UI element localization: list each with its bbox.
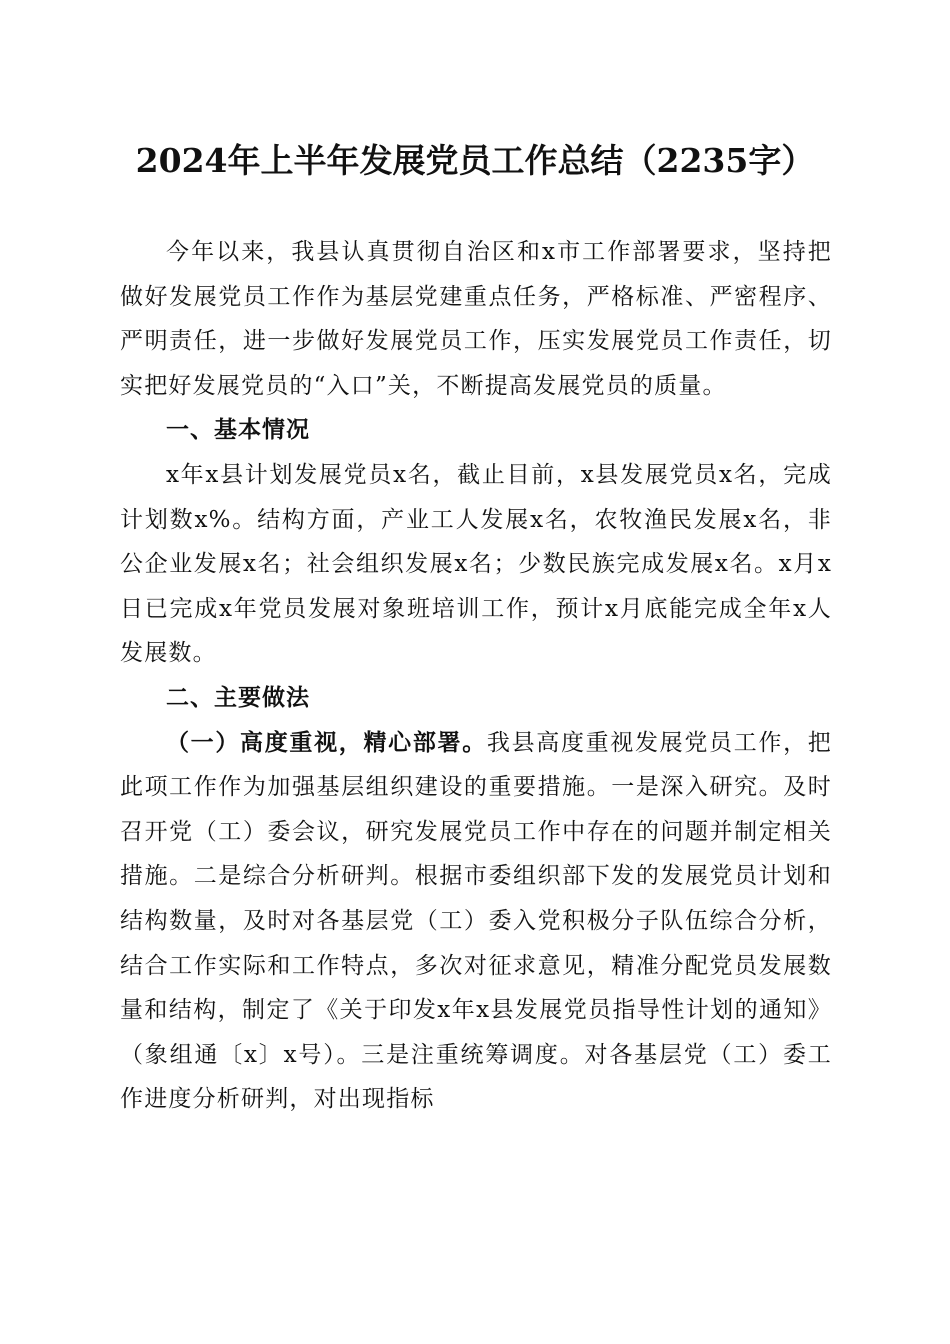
intro-paragraph: 今年以来，我县认真贯彻自治区和x市工作部署要求，坚持把做好发展党员工作作为基层党建重点任务，严格标准、严密程序、严明责任，进一步做好发展党员工作，压实发展党员工作责任，切实把好发展党员的“入口”关，不断提高发展党员的质量。 [120, 239, 832, 399]
section-heading-main-practices: 二、主要做法 [166, 684, 310, 711]
subsection-text-1: 我县高度重视发展党员工作，把此项工作作为加强基层组织建设的重要措施。一是深入研究。及时召开党（工）委会议，研究发展党员工作中存在的问题并制定相关措施。二是综合分析研判。根据市委组织部下发的发展党员计划和结构数量，及时对各基层党（工）委入党积极分子队伍综合分析，结合工作实际和工作特点，多次对征求意见，精准分配党员发展数量和结构，制定了《关于印发x年x县发展党员指导性计划的通知》（象组通〔x〕x号）。三是注重统筹调度。对各基层党（工）委工作进度分析研判，对出现指标 [120, 729, 832, 1113]
basic-situation-paragraph: x年x县计划发展党员x名，截止目前，x县发展党员x名，完成计划数x%。结构方面，产业工人发展x名，农牧渔民发展x名，非公企业发展x名；社会组织发展x名；少数民族完成发展x名。x月x日已完成x年党员发展对象班培训工作，预计x月底能完成全年x人发展数。 [120, 461, 832, 667]
document-body [120, 230, 832, 1122]
subsection-lead-1: （一）高度重视，精心部署。 [166, 729, 487, 756]
main-practices-paragraph [120, 721, 832, 1122]
section-heading-basic-situation: 一、基本情况 [166, 417, 310, 444]
document-title: 2024年上半年发展党员工作总结（2235字） [135, 141, 815, 180]
